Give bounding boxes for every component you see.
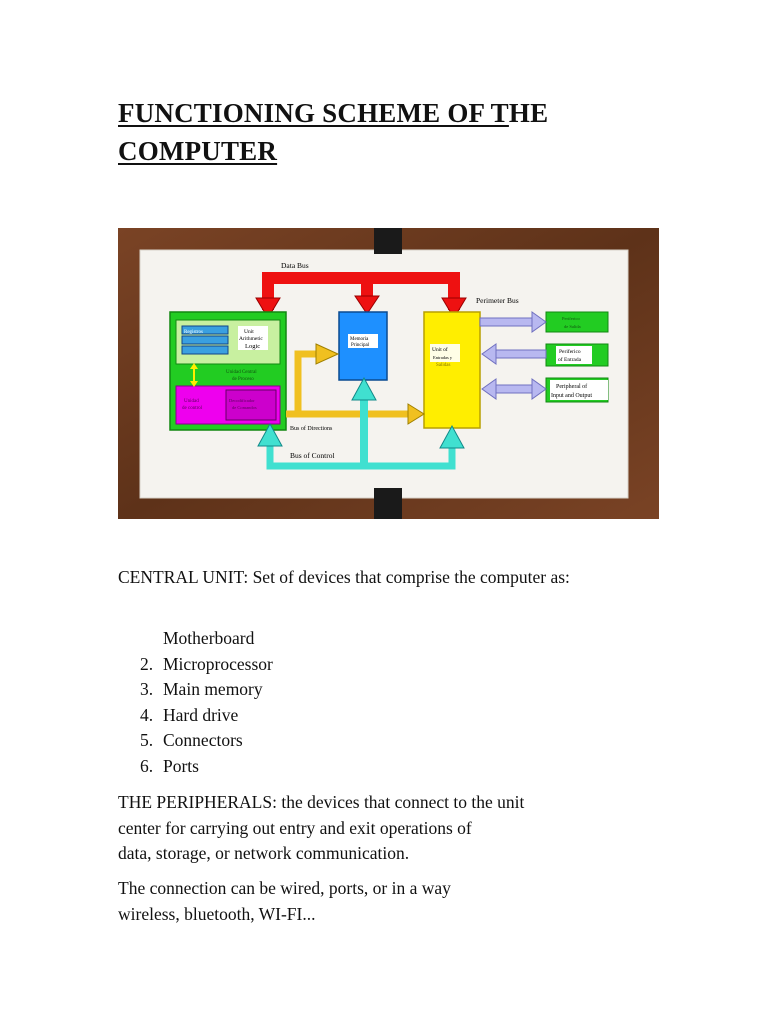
bus-control-label: Bus of Control xyxy=(290,451,335,460)
ucp-line-1: Unidad Central xyxy=(226,370,257,375)
io-unit-box xyxy=(424,312,480,428)
connection-line-2: wireless, bluetooth, WI-FI... xyxy=(118,903,316,924)
peripherals-line-3: data, storage, or network communication. xyxy=(118,843,410,863)
control-unit-line-2: de control xyxy=(182,406,203,411)
ucp-line-2: de Proceso xyxy=(232,377,254,382)
bottom-clip xyxy=(374,488,402,519)
list-item xyxy=(140,728,273,754)
data-bus-label: Data Bus xyxy=(281,261,309,270)
components-list xyxy=(140,626,273,779)
list-item-number: 3. xyxy=(140,679,154,699)
list-item-label: Microprocessor xyxy=(163,653,273,674)
title-part-2: HE xyxy=(508,98,549,128)
list-item xyxy=(140,677,273,703)
in-periph-line-2: of Entrada xyxy=(558,357,582,363)
io-unit-line-2: Entradas y xyxy=(433,355,453,360)
computer-scheme-figure xyxy=(118,228,659,519)
perimeter-bus-out xyxy=(480,318,534,326)
page-title xyxy=(118,94,678,170)
connection-paragraph xyxy=(118,876,538,927)
memory-line-2: Principal xyxy=(351,343,370,348)
connection-line-1: The connection can be wired, ports, or in a way xyxy=(118,878,451,898)
out-periph-line-2: de Salida xyxy=(564,324,581,329)
list-item-number: 5. xyxy=(140,730,154,750)
io-unit-line-1: Unit of xyxy=(432,347,448,353)
computer-scheme-diagram xyxy=(118,228,659,519)
registros-label: Registros xyxy=(184,330,203,335)
decoder-line-1: Decodificador xyxy=(229,398,255,403)
title-part-3: COMPUTER xyxy=(118,136,278,166)
io-unit-line-3: Salidas xyxy=(436,363,451,368)
out-periph-line-1: Periferico xyxy=(562,316,580,321)
list-item-number: 6. xyxy=(140,755,154,776)
memory-line-1: Memoria xyxy=(350,337,369,342)
alu-line-3: Logic xyxy=(245,343,261,350)
list-item-label: Main memory xyxy=(163,679,263,699)
register-3 xyxy=(182,346,228,354)
list-item xyxy=(140,703,273,729)
register-2 xyxy=(182,336,228,344)
list-item-label: Connectors xyxy=(163,730,243,750)
peripherals-line-1: THE PERIPHERALS: the devices that connect to the unit xyxy=(118,792,525,812)
alu-line-2: Arithmetic xyxy=(239,336,263,342)
list-item-label: Ports xyxy=(163,755,199,776)
perimeter-bus-io xyxy=(494,385,534,393)
top-clip xyxy=(374,228,402,254)
list-item xyxy=(140,626,273,652)
list-item xyxy=(140,754,273,780)
perimeter-bus-in xyxy=(494,350,546,358)
decoder-line-2: de Comandos xyxy=(232,405,257,410)
control-bus-branch-memory xyxy=(360,396,368,466)
list-item-number: 2. xyxy=(140,653,154,674)
bus-directions-label: Bus of Directions xyxy=(290,426,333,432)
perimeter-bus-label: Perimeter Bus xyxy=(476,296,519,305)
output-peripheral-box xyxy=(546,312,608,332)
alu-line-1: Unit xyxy=(244,329,254,335)
title-part-1: FUNCTIONING SCHEME OF T xyxy=(118,98,509,128)
list-item-number: 4. xyxy=(140,704,154,725)
list-item xyxy=(140,652,273,678)
io-periph-line-1: Peripheral of xyxy=(556,384,588,390)
central-unit-paragraph: CENTRAL UNIT: Set of devices that comprise the computer as: xyxy=(118,567,570,587)
in-periph-line-1: Periferico xyxy=(559,349,581,355)
io-periph-line-2: Input and Output xyxy=(551,393,592,399)
list-item-label: Hard drive xyxy=(163,704,239,725)
peripherals-paragraph xyxy=(118,790,608,867)
list-item-label: Motherboard xyxy=(163,628,255,648)
control-unit-line-1: Unidad xyxy=(184,399,199,404)
peripherals-line-2: center for carrying out entry and exit operations of xyxy=(118,817,472,838)
